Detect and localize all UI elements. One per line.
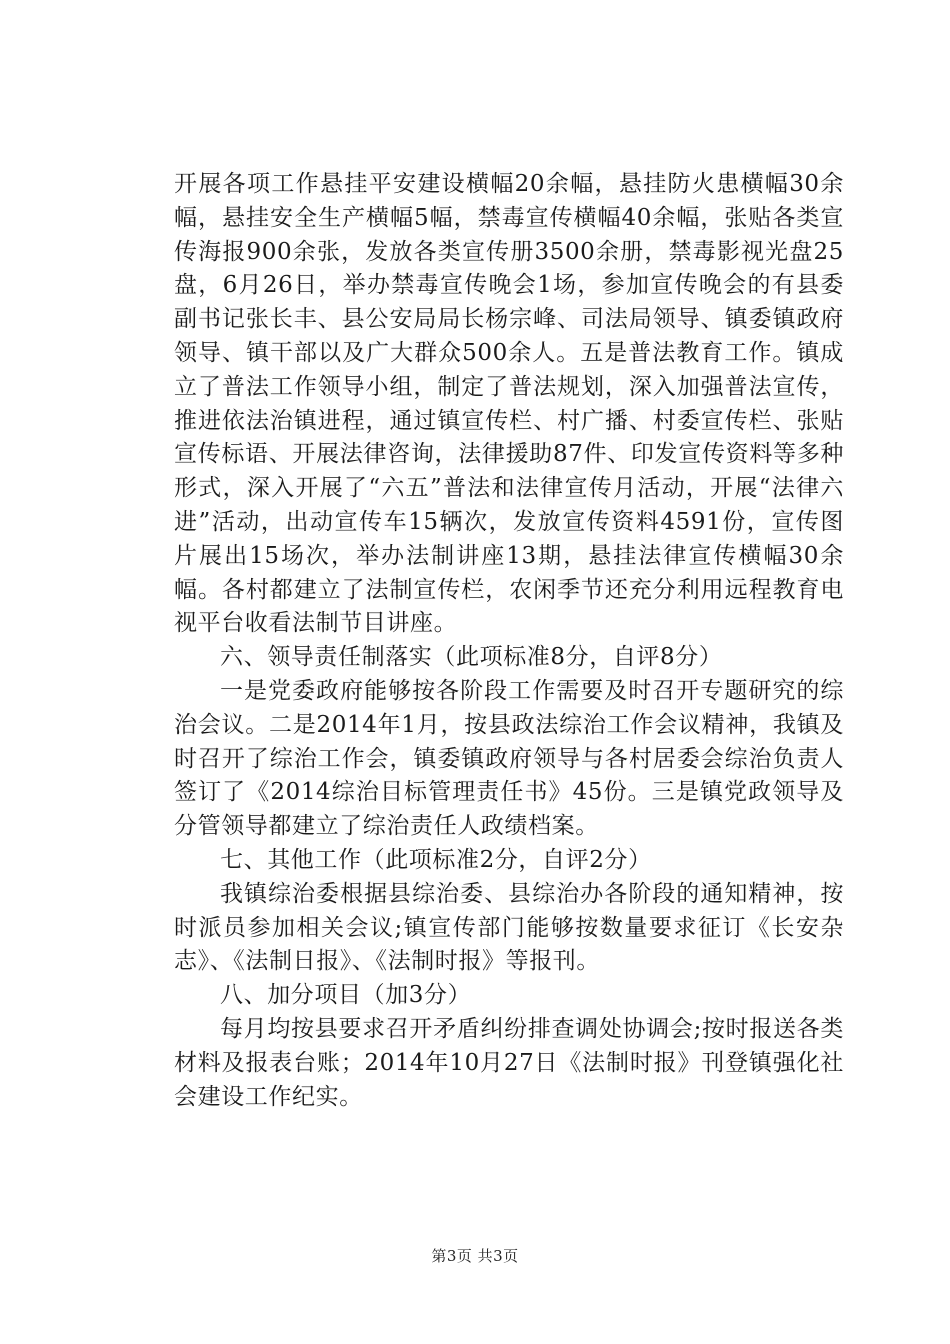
- paragraph-publicity-and-legal-education: 开展各项工作悬挂平安建设横幅20余幅，悬挂防火患横幅30余幅，悬挂安全生产横幅5幅，禁毒宣传横幅40余幅，张贴各类宣传海报900余张，发放各类宣传册3500余册，禁毒影视光盘25盘，6月26日，举办禁毒宣传晚会1场，参加宣传晚会的有县委副书记张长丰、县公安局局长杨宗峰、司法局领导、镇委镇政府领导、镇干部以及广大群众500余人。五是普法教育工作。镇成立了普法工作领导小组，制定了普法规划，深入加强普法宣传，推进依法治镇进程，通过镇宣传栏、村广播、村委宣传栏、张贴宣传标语、开展法律咨询，法律援助87件、印发宣传资料等多种形式，深入开展了“六五”普法和法律宣传月活动，开展“法律六进”活动，出动宣传车15辆次，发放宣传资料4591份，宣传图片展出15场次，举办法制讲座13期，悬挂法律宣传横幅30余幅。各村都建立了法制宣传栏，农闲季节还充分利用远程教育电视平台收看法制节目讲座。: [174, 171, 844, 637]
- paragraph-other-work: 我镇综治委根据县综治委、县综治办各阶段的通知精神，按时派员参加相关会议;镇宣传部门能够按数量要求征订《长安杂志》、《法制日报》、《法制时报》等报刊。: [174, 880, 844, 975]
- section-heading-bonus-items: 八、加分项目（加3分）: [220, 982, 472, 1009]
- paragraph-leadership-responsibility: 一是党委政府能够按各阶段工作需要及时召开专题研究的综治会议。二是2014年1月，按县政法综治工作会议精神，我镇及时召开了综治工作会，镇委镇政府领导与各村居委会综治负责人签订了《2014综治目标管理责任书》45份。三是镇党政领导及分管领导都建立了综治责任人政绩档案。: [174, 677, 844, 840]
- section-heading-other-work: 七、其他工作（此项标准2分，自评2分）: [220, 846, 652, 873]
- document-body: [174, 168, 844, 1114]
- paragraph-bonus-items: 每月均按县要求召开矛盾纠纷排查调处协调会;按时报送各类材料及报表台账；2014年10月27日《法制时报》刊登镇强化社会建设工作纪实。: [174, 1015, 844, 1110]
- page-number-footer: 第3页 共3页: [431, 1247, 519, 1265]
- section-heading-leadership-responsibility: 六、领导责任制落实（此项标准8分，自评8分）: [220, 644, 723, 671]
